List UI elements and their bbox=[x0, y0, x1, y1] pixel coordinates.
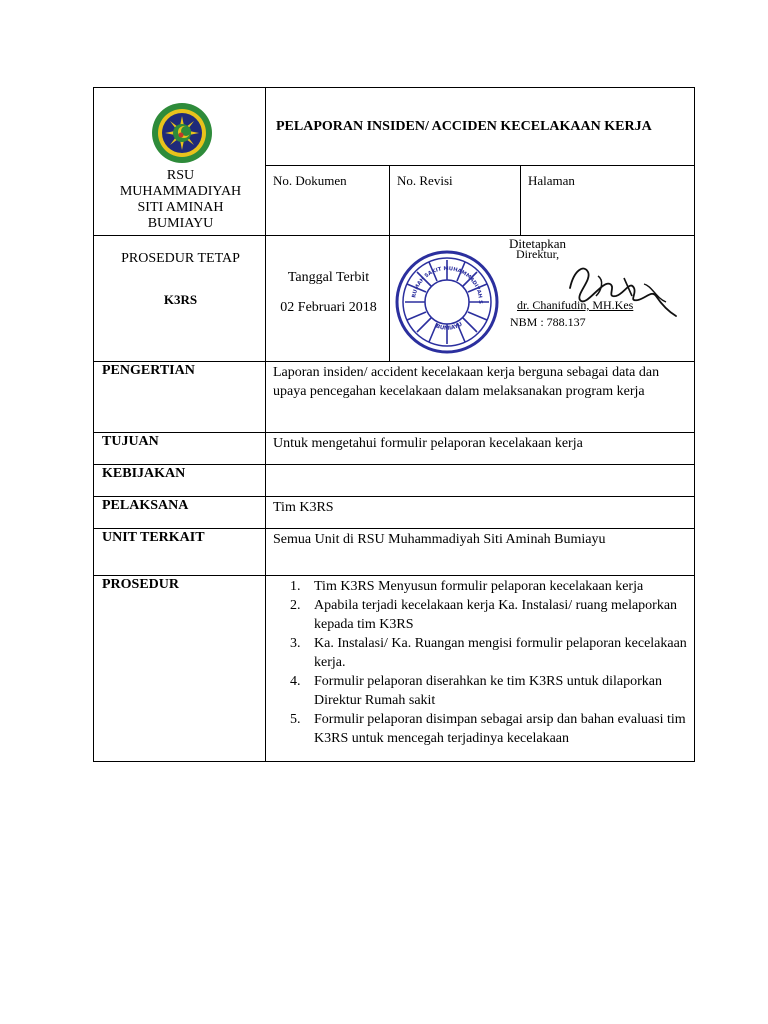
procedure-type-cell bbox=[93, 235, 266, 362]
table-row bbox=[93, 496, 695, 529]
hospital-logo bbox=[151, 102, 213, 164]
table-row bbox=[93, 361, 695, 433]
row-label-cell bbox=[93, 496, 266, 529]
list-item bbox=[290, 710, 690, 748]
svg-text:BUMIAYU: BUMIAYU bbox=[434, 321, 464, 332]
tanggal-terbit-label: Tanggal Terbit bbox=[287, 270, 370, 285]
hospital-name-line: BUMIAYU bbox=[147, 216, 214, 231]
hospital-name-line: RSU bbox=[166, 168, 195, 183]
procedure-unit: K3RS bbox=[163, 292, 198, 307]
procedure-table bbox=[93, 361, 695, 762]
hospital-name-line: MUHAMMADIYAH bbox=[119, 184, 242, 199]
director-title: Direktur, bbox=[516, 247, 560, 261]
no-dokumen-label: No. Dokumen bbox=[273, 173, 347, 188]
step-text: Formulir pelaporan disimpan sebagai arsip dan bahan evaluasi tim K3RS untuk mencegah terjadinya kecelakaan bbox=[314, 712, 686, 746]
row-value-cell bbox=[265, 528, 695, 576]
no-revisi-cell bbox=[389, 165, 521, 236]
hospital-name-line: SITI AMINAH bbox=[137, 200, 224, 215]
stamp-seal bbox=[395, 250, 499, 354]
tanggal-terbit-value: 02 Februari 2018 bbox=[280, 300, 377, 315]
pengertian-value: Laporan insiden/ accident kecelakaan kerja berguna sebagai data dan upaya pencegahan kecelakaan dalam melaksanakan program kerja bbox=[273, 365, 660, 399]
kebijakan-label: KEBIJAKAN bbox=[102, 466, 186, 481]
step-number: 4. bbox=[290, 674, 301, 689]
step-text: Apabila terjadi kecelakaan kerja Ka. Instalasi/ ruang melaporkan kepada tim K3RS bbox=[314, 598, 678, 632]
ditetapkan-cell bbox=[389, 235, 695, 362]
list-item bbox=[290, 596, 690, 634]
prosedur-steps bbox=[290, 577, 690, 748]
no-revisi-label: No. Revisi bbox=[397, 173, 453, 188]
table-row bbox=[93, 464, 695, 497]
row-value-cell bbox=[265, 432, 695, 465]
director-name: dr. Chanifudin, MH.Kes bbox=[517, 298, 634, 312]
step-number: 1. bbox=[290, 579, 301, 594]
list-item bbox=[290, 672, 690, 710]
pengertian-label: PENGERTIAN bbox=[102, 363, 195, 378]
row-label-cell bbox=[93, 361, 266, 433]
list-item bbox=[290, 634, 690, 672]
document-header bbox=[93, 87, 695, 362]
step-number: 3. bbox=[290, 636, 301, 651]
row-value-cell bbox=[265, 361, 695, 433]
row-label-cell bbox=[93, 464, 266, 497]
step-number: 2. bbox=[290, 598, 301, 613]
step-text: Tim K3RS Menyusun formulir pelaporan kecelakaan kerja bbox=[314, 579, 644, 594]
ditetapkan-label: Ditetapkan bbox=[509, 236, 567, 251]
table-row bbox=[93, 432, 695, 465]
list-item bbox=[290, 577, 690, 596]
title-cell bbox=[265, 87, 695, 166]
step-text: Ka. Instalasi/ Ka. Ruangan mengisi formulir pelaporan kecelakaan kerja. bbox=[314, 636, 687, 670]
unit-terkait-label: UNIT TERKAIT bbox=[102, 530, 205, 545]
row-value-cell bbox=[265, 496, 695, 529]
row-value-cell bbox=[265, 575, 695, 762]
tujuan-value: Untuk mengetahui formulir pelaporan kecelakaan kerja bbox=[273, 436, 583, 451]
halaman-cell bbox=[520, 165, 695, 236]
unit-terkait-value: Semua Unit di RSU Muhammadiyah Siti Aminah Bumiayu bbox=[273, 532, 606, 547]
svg-text:RUMAH SAKIT MUHAMMADIYAH SITI: RUMAH SAKIT MUHAMMADIYAH S bbox=[411, 265, 484, 304]
document-title: PELAPORAN INSIDEN/ ACCIDEN KECELAKAAN KERJA bbox=[276, 119, 652, 134]
pelaksana-value: Tim K3RS bbox=[273, 500, 334, 515]
tujuan-label: TUJUAN bbox=[102, 434, 159, 449]
step-text: Formulir pelaporan diserahkan ke tim K3RS untuk dilaporkan Direktur Rumah sakit bbox=[314, 674, 662, 708]
row-value-cell bbox=[265, 464, 695, 497]
halaman-label: Halaman bbox=[528, 173, 575, 188]
director-nbm: NBM : 788.137 bbox=[510, 315, 586, 329]
table-row bbox=[93, 575, 695, 762]
row-label-cell bbox=[93, 432, 266, 465]
table-row bbox=[93, 528, 695, 576]
procedure-type: PROSEDUR TETAP bbox=[121, 251, 240, 266]
step-number: 5. bbox=[290, 712, 301, 727]
tanggal-terbit-cell bbox=[265, 235, 390, 362]
hospital-cell bbox=[93, 87, 266, 236]
row-label-cell bbox=[93, 575, 266, 762]
hospital-name bbox=[94, 168, 267, 232]
row-label-cell bbox=[93, 528, 266, 576]
no-dokumen-cell bbox=[265, 165, 390, 236]
prosedur-label: PROSEDUR bbox=[102, 577, 180, 592]
pelaksana-label: PELAKSANA bbox=[102, 498, 189, 513]
